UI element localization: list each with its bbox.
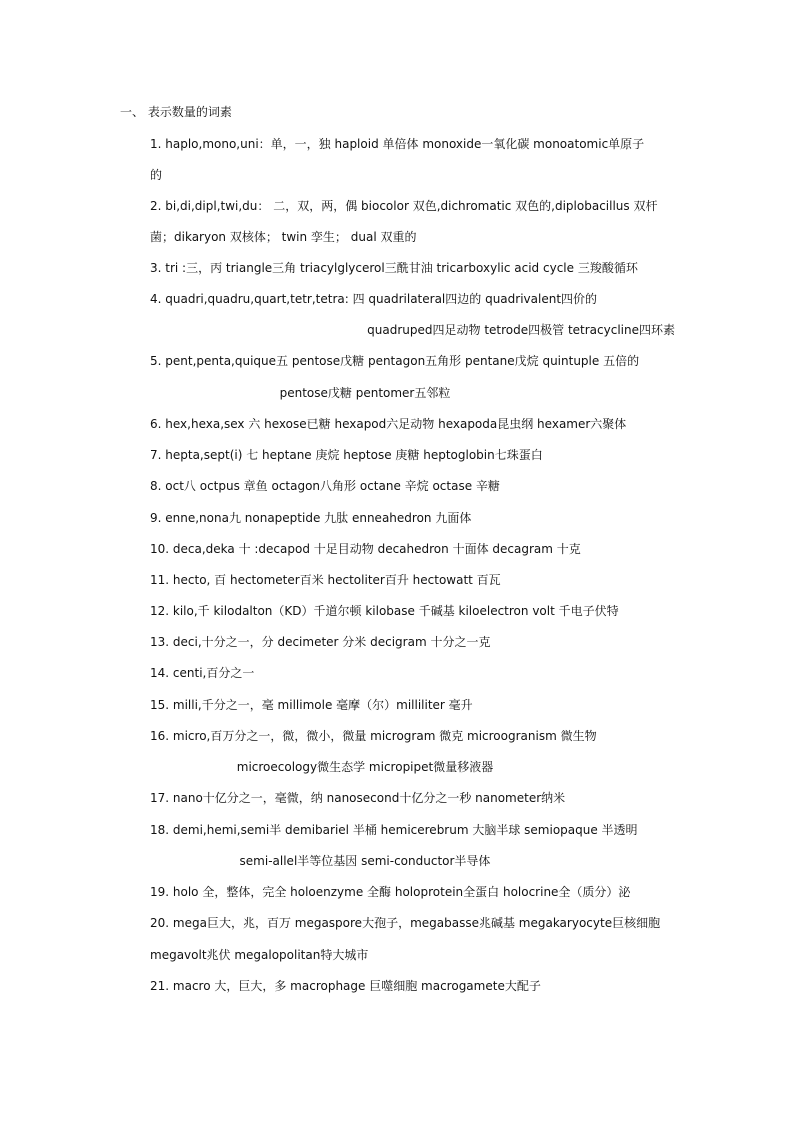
entry-line-9: 9. enne,nona九 nonapeptide 九肽 enneahedron 九面体: [150, 511, 472, 525]
entry-line-5: 5. pent,penta,quique五 pentose戊糖 pentagon五角形 pentane戊烷 quintuple 五倍的: [150, 354, 640, 368]
entry-line-17: 17. nano十亿分之一，毫微，纳 nanosecond十亿分之一秒 nanometer纳米: [150, 791, 566, 805]
entry-line-12: 12. kilo,千 kilodalton（KD）千道尔顿 kilobase 千碱基 kiloelectron volt 千电子伏特: [150, 604, 619, 618]
entry-line-13: 13. deci,十分之一，分 decimeter 分米 decigram 十分之一克: [150, 635, 491, 649]
entry-line-18-cont: semi-allel半等位基因 semi-conductor半导体: [239, 854, 491, 868]
entry-line-10: 10. deca,deka 十 :decapod 十足目动物 decahedron 十面体 decagram 十克: [150, 542, 581, 556]
entry-line-18: 18. demi,hemi,semi半 demibariel 半桶 hemicerebrum 大脑半球 semiopaque 半透明: [150, 823, 638, 837]
entry-line-4-cont: quadruped四足动物 tetrode四极管 tetracycline四环素: [367, 323, 675, 337]
entry-line-20-cont: megavolt兆伏 megalopolitan特大城市: [150, 948, 369, 962]
entry-line-20: 20. mega巨大，兆，百万 megaspore大孢子，megabasse兆碱基 megakaryocyte巨核细胞: [150, 916, 661, 930]
entry-line-7: 7. hepta,sept(i) 七 heptane 庚烷 heptose 庚糖 heptoglobin七珠蛋白: [150, 448, 543, 462]
entry-line-21: 21. macro 大，巨大，多 macrophage 巨噬细胞 macrogamete大配子: [150, 979, 541, 993]
entry-line-14: 14. centi,百分之一: [150, 666, 255, 680]
entry-line-2: 2. bi,di,dipl,twi,du： 二，双，两，偶 biocolor 双色,dichromatic 双色的,diplobacillus 双杆: [150, 199, 658, 213]
entry-line-1-cont: 的: [150, 168, 163, 182]
entry-line-1: 1. haplo,mono,uni：单，一，独 haploid 单倍体 monoxide一氧化碳 monoatomic单原子: [150, 137, 645, 151]
entry-line-5-cont: pentose戊糖 pentomer五邻粒: [279, 386, 451, 400]
entry-line-2-cont: 菌；dikaryon 双核体； twin 孪生； dual 双重的: [150, 230, 417, 244]
entry-line-19: 19. holo 全，整体，完全 holoenzyme 全酶 holoprotein全蛋白 holocrine全（质分）泌: [150, 885, 631, 899]
entry-line-8: 8. oct八 octpus 章鱼 octagon八角形 octane 辛烷 octase 辛糖: [150, 479, 500, 493]
entry-line-15: 15. milli,千分之一，毫 millimole 毫摩（尔）milliliter 毫升: [150, 698, 473, 712]
entry-line-16-cont: microecology微生态学 micropipet微量移液器: [236, 760, 494, 774]
entry-line-16: 16. micro,百万分之一，微，微小，微量 microgram 微克 microogranism 微生物: [150, 729, 597, 743]
entry-line-3: 3. tri :三，丙 triangle三角 triacylglycerol三酰甘油 tricarboxylic acid cycle 三羧酸循环: [150, 261, 638, 275]
entry-line-6: 6. hex,hexa,sex 六 hexose已糖 hexapod六足动物 hexapoda昆虫纲 hexamer六聚体: [150, 417, 627, 431]
section-title: 一、 表示数量的词素: [120, 105, 232, 119]
entry-line-4: 4. quadri,quadru,quart,tetr,tetra: 四 quadrilateral四边的 quadrivalent四价的: [150, 292, 598, 306]
entry-line-11: 11. hecto, 百 hectometer百米 hectoliter百升 hectowatt 百瓦: [150, 573, 501, 587]
